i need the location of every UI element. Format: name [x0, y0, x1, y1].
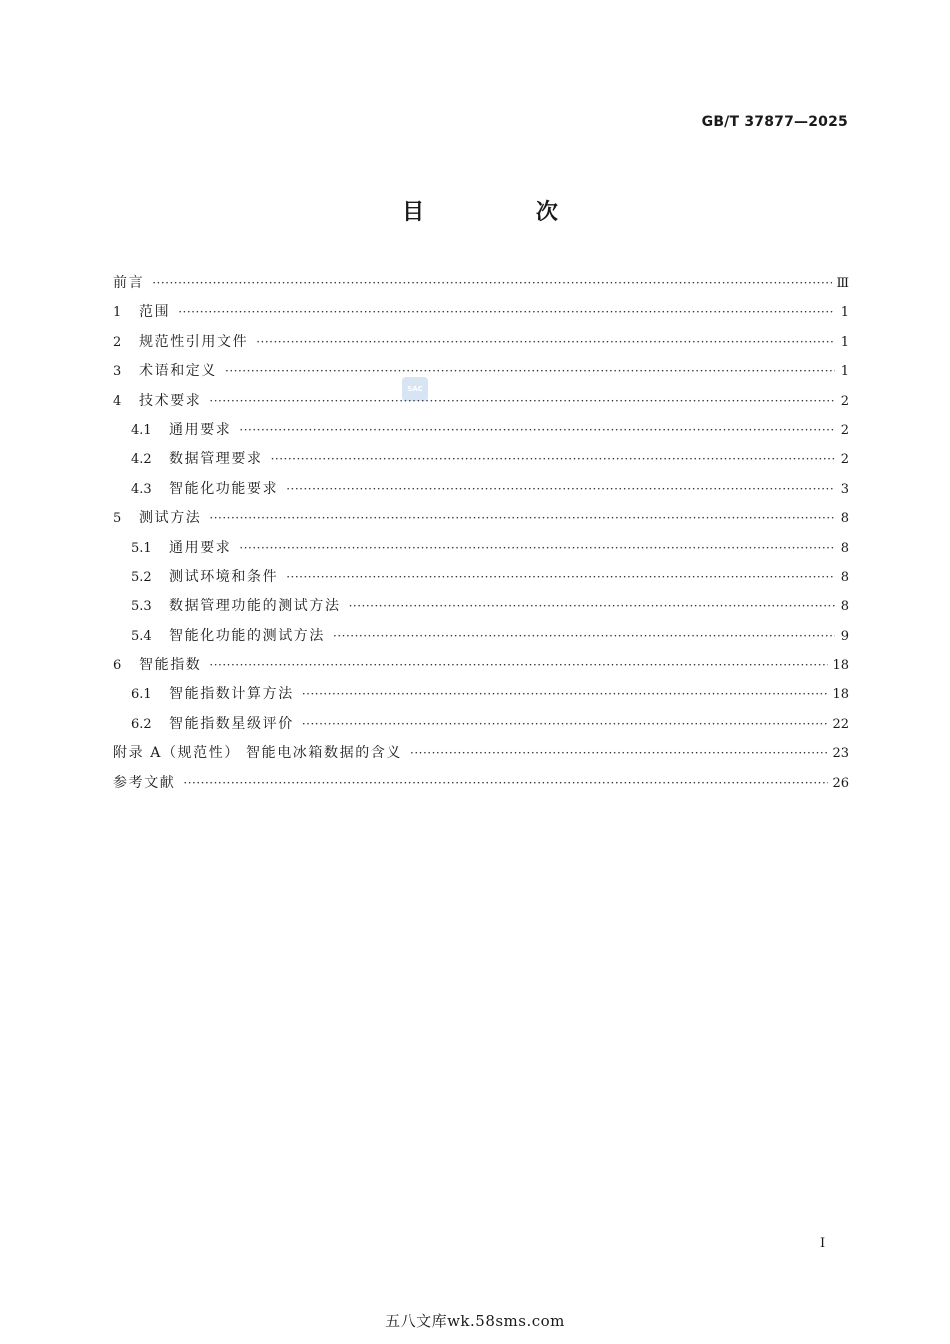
toc-entry-number: 6.2	[131, 716, 152, 732]
toc-entry[interactable]	[113, 534, 849, 563]
toc-entry[interactable]	[113, 504, 849, 533]
toc-leader-dots	[239, 534, 835, 563]
toc-leader-dots	[286, 475, 835, 504]
toc-entry-number: 4.1	[131, 422, 152, 438]
toc-entry-page: 1	[840, 364, 849, 380]
toc-entry-label: 测试方法	[139, 510, 202, 527]
toc-leader-dots	[271, 445, 835, 474]
toc-entry-label: 智能化功能要求	[169, 480, 279, 497]
toc-entry-label: 智能化功能的测试方法	[169, 627, 325, 644]
toc-entry[interactable]	[113, 680, 849, 709]
toc-leader-dots	[209, 504, 835, 533]
toc-entry-label: 智能指数星级评价	[169, 715, 294, 732]
toc-entry-label: 技术要求	[139, 392, 202, 409]
toc-entry-page: 26	[832, 775, 849, 791]
toc-entry[interactable]	[113, 328, 849, 357]
table-of-contents	[113, 269, 849, 798]
toc-entry-page: 2	[840, 452, 849, 468]
toc-entry[interactable]	[113, 298, 849, 327]
toc-entry-number: 3	[113, 364, 122, 380]
toc-entry-number: 1	[113, 305, 122, 321]
toc-leader-dots	[349, 592, 835, 621]
toc-leader-dots	[410, 739, 828, 768]
toc-entry[interactable]	[113, 387, 849, 416]
toc-entry-page: 22	[832, 716, 849, 732]
toc-entry[interactable]	[113, 563, 849, 592]
toc-entry-page: 8	[840, 511, 849, 527]
toc-entry-number: 2	[113, 334, 122, 350]
toc-entry-label: 通用要求	[169, 421, 232, 438]
toc-entry-number: 5	[113, 511, 122, 527]
toc-entry[interactable]	[113, 739, 849, 768]
toc-entry[interactable]	[113, 651, 849, 680]
toc-entry[interactable]	[113, 769, 849, 798]
toc-entry-number: 4.3	[131, 481, 152, 497]
toc-entry[interactable]	[113, 445, 849, 474]
toc-entry-page: 8	[840, 569, 849, 585]
toc-entry-label: 测试环境和条件	[169, 568, 279, 585]
toc-entry-label: 智能指数计算方法	[169, 686, 294, 703]
toc-leader-dots	[225, 357, 835, 386]
toc-leader-dots	[183, 769, 828, 798]
toc-entry-label: 数据管理功能的测试方法	[169, 598, 341, 615]
toc-entry-label: 数据管理要求	[169, 451, 263, 468]
toc-entry-page: 8	[840, 540, 849, 556]
toc-entry-page: 8	[840, 599, 849, 615]
toc-entry-number: 4	[113, 393, 122, 409]
toc-entry-page: 18	[832, 687, 849, 703]
toc-entry-number: 6	[113, 658, 122, 674]
toc-entry[interactable]	[113, 269, 849, 298]
toc-title: 目 次	[402, 200, 610, 225]
toc-leader-dots	[302, 710, 829, 739]
toc-entry-number: 5.4	[131, 628, 152, 644]
toc-leader-dots	[209, 387, 835, 416]
toc-entry-page: Ⅲ	[836, 276, 849, 291]
toc-leader-dots	[256, 328, 835, 357]
toc-entry[interactable]	[113, 710, 849, 739]
footer-site-text: 五八文库wk.58sms.com	[385, 1312, 565, 1330]
toc-entry-label: 前言	[113, 275, 145, 291]
toc-entry[interactable]	[113, 622, 849, 651]
toc-entry-page: 23	[832, 746, 849, 762]
toc-leader-dots	[302, 680, 829, 709]
toc-entry[interactable]	[113, 357, 849, 386]
toc-entry-number: 5.1	[131, 540, 152, 556]
toc-entry-label: 规范性引用文件	[139, 333, 249, 350]
toc-leader-dots	[286, 563, 835, 592]
toc-entry-page: 2	[840, 393, 849, 409]
toc-entry-number: 5.2	[131, 569, 152, 585]
toc-entry-page: 9	[840, 628, 849, 644]
toc-leader-dots	[209, 651, 828, 680]
toc-entry-page: 18	[832, 658, 849, 674]
sac-watermark-logo: SAC	[402, 377, 428, 401]
toc-entry-number: 6.1	[131, 687, 152, 703]
toc-leader-dots	[152, 269, 832, 298]
toc-entry-number: 4.2	[131, 452, 152, 468]
toc-entry-page: 2	[840, 422, 849, 438]
toc-entry-number: 5.3	[131, 599, 152, 615]
toc-entry[interactable]	[113, 475, 849, 504]
toc-leader-dots	[239, 416, 835, 445]
standard-code: GB/T 37877—2025	[701, 114, 848, 130]
toc-entry[interactable]	[113, 592, 849, 621]
toc-entry[interactable]	[113, 416, 849, 445]
toc-entry-page: 3	[840, 481, 849, 497]
toc-entry-page: 1	[840, 334, 849, 350]
toc-leader-dots	[333, 622, 835, 651]
toc-entry-label: 附录 A（规范性） 智能电冰箱数据的含义	[113, 745, 403, 762]
toc-entry-page: 1	[840, 305, 849, 321]
page-number: I	[820, 1236, 826, 1251]
toc-entry-label: 参考文献	[113, 774, 176, 791]
toc-entry-label: 术语和定义	[139, 363, 217, 380]
toc-entry-label: 通用要求	[169, 539, 232, 556]
toc-leader-dots	[178, 298, 835, 327]
toc-entry-label: 范围	[139, 304, 171, 321]
toc-entry-label: 智能指数	[139, 657, 202, 674]
